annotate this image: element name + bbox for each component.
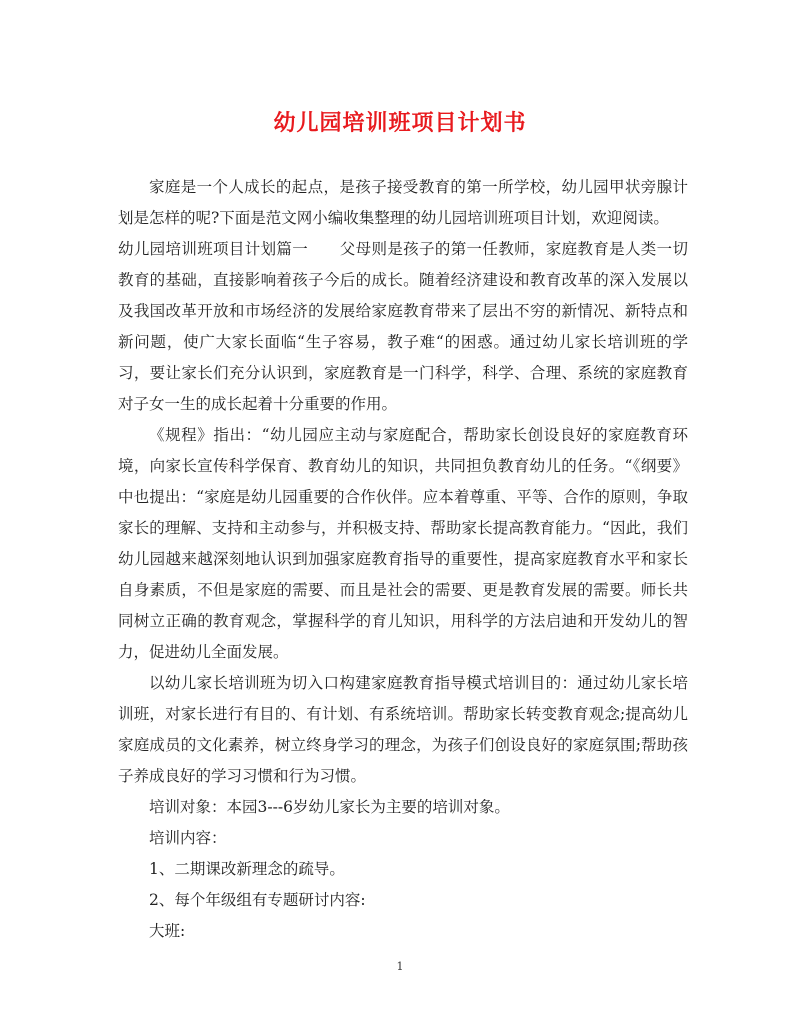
paragraph-training-content: 培训内容： (149, 829, 227, 847)
paragraph-training-goal: 以幼儿家长培训班为切入口构建家庭教育指导模式培训目的：通过幼儿家长培训班，对家长进行有目的、有计划、有系统培训。帮助家长转变教育观念;提高幼儿家庭成员的文化素养，树立终身学习的理念，为孩子们创设良好的家庭氛围;帮助孩子养成良好的学习习惯和行为习惯。 (118, 674, 688, 785)
document-body (118, 172, 688, 947)
document-title: 幼儿园培训班项目计划书 (273, 110, 527, 136)
paragraph-training-target: 培训对象：本园3---6岁幼儿家长为主要的培训对象。 (149, 798, 510, 816)
list-item-1: 1、二期课改新理念的疏导。 (149, 860, 345, 878)
paragraph-senior-class: 大班: (149, 922, 186, 940)
page-number: 1 (396, 960, 404, 973)
paragraph-plan-one: 幼儿园培训班项目计划篇一 父母则是孩子的第一任教师，家庭教育是人类一切教育的基础，直接影响着孩子今后的成长。随着经济建设和教育改革的深入发展以及我国改革开放和市场经济的发展给家庭教育带来了层出不穷的新情况、新特点和新问题，使广大家长面临“生子容易，教子难“的困惑。通过幼儿家长培训班的学习，要让家长们充分认识到，家庭教育是一门科学，科学、合理、系统的家庭教育对子女一生的成长起着十分重要的作用。 (118, 240, 688, 413)
paragraph-regulations: 《规程》指出：“幼儿园应主动与家庭配合，帮助家长创设良好的家庭教育环境，向家长宣传科学保育、教育幼儿的知识，共同担负教育幼儿的任务。“《纲要》中也提出：“家庭是幼儿园重要的合作伙伴。应本着尊重、平等、合作的原则，争取家长的理解、支持和主动参与，并积极支持、帮助家长提高教育能力。“因此，我们幼儿园越来越深刻地认识到加强家庭教育指导的重要性，提高家庭教育水平和家长自身素质，不但是家庭的需要、而且是社会的需要、更是教育发展的需要。师长共同树立正确的教育观念，掌握科学的育儿知识，用科学的方法启迪和开发幼儿的智力，促进幼儿全面发展。 (118, 426, 688, 661)
list-item-2: 2、每个年级组有专题研讨内容: (149, 891, 366, 909)
paragraph-intro: 家庭是一个人成长的起点，是孩子接受教育的第一所学校，幼儿园甲状旁腺计划是怎样的呢?下面是范文网小编收集整理的幼儿园培训班项目计划，欢迎阅读。 (118, 178, 688, 227)
